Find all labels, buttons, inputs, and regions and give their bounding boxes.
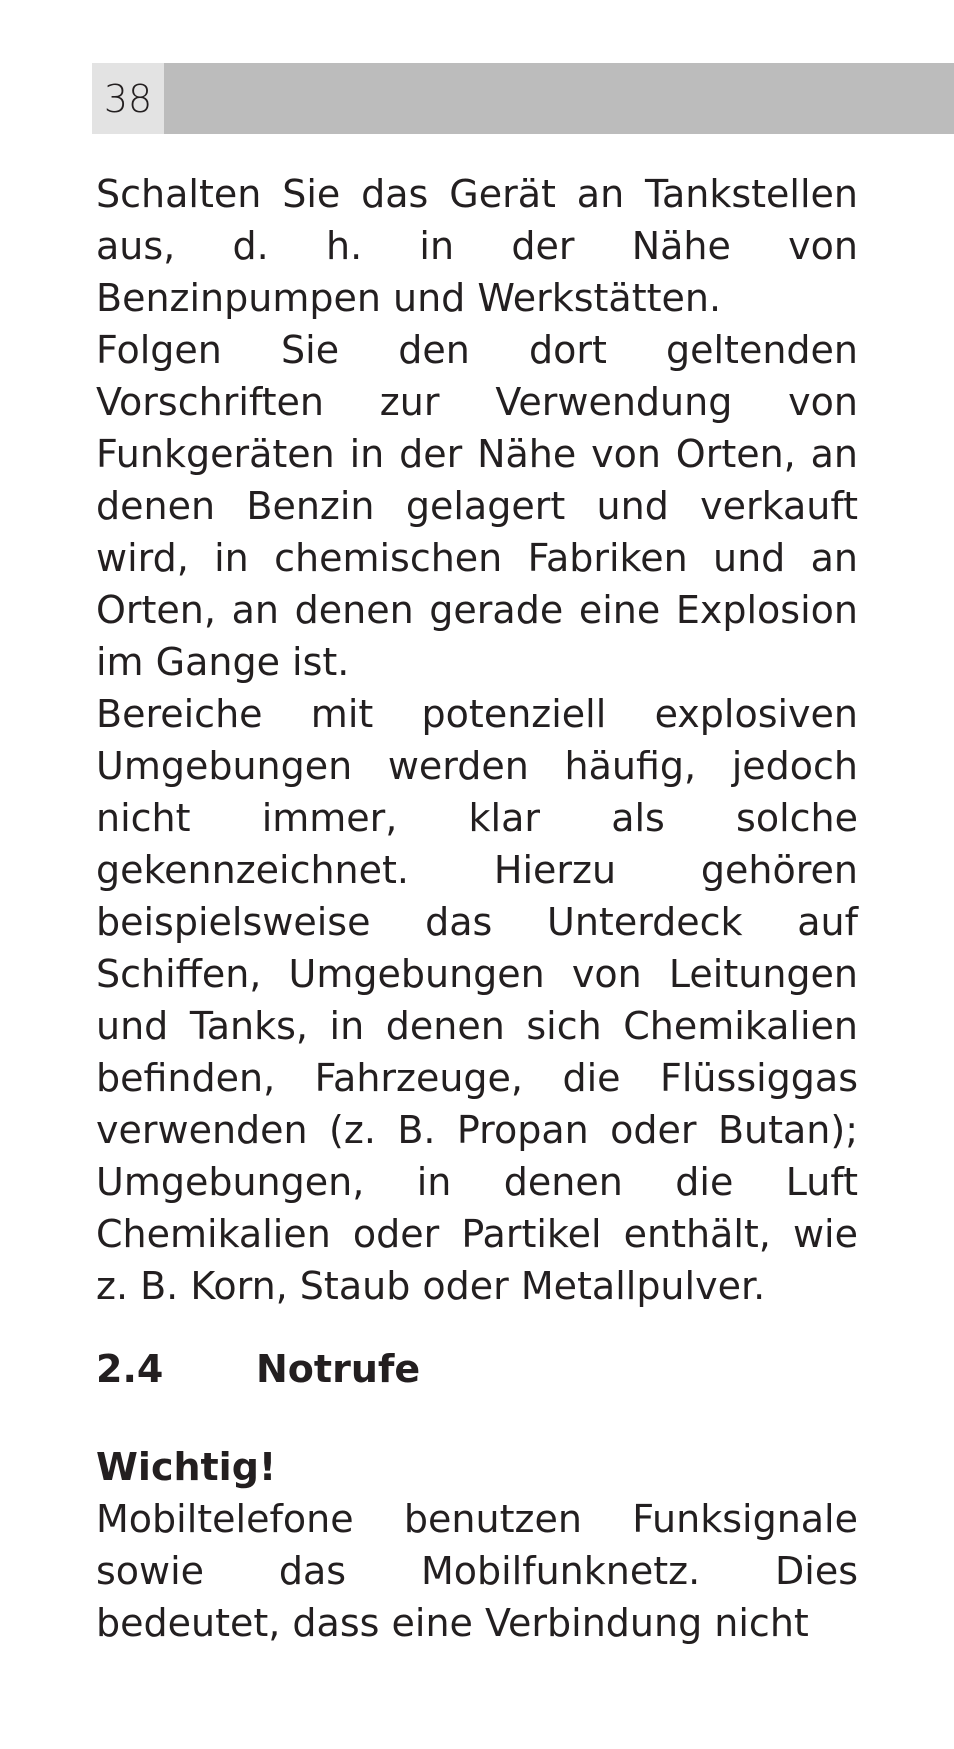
important-label: Wichtig! xyxy=(96,1445,277,1489)
section-number: 2.4 xyxy=(96,1347,164,1391)
header-bar xyxy=(92,63,954,134)
paragraph-petrol-stations: Schalten Sie das Gerät an Tankstellen aus, d. h. in der Nähe von Benzinpumpen und Werkstätten. xyxy=(96,172,858,320)
paragraph-important: Mobiltelefone benutzen Funksignale sowie das Mobilfunknetz. Dies bedeutet, dass eine Verbindung nicht xyxy=(96,1497,858,1645)
section-title: Notrufe xyxy=(256,1347,421,1391)
paragraph-regulations: Folgen Sie den dort geltenden Vorschriften zur Verwendung von Funkgeräten in der Nähe von Orten, an denen Benzin gelagert und verkauft wird, in chemischen Fabriken und an Orten, an denen gerade eine Explosion im Gange ist. xyxy=(96,328,858,684)
page-number: 38 xyxy=(92,63,164,134)
paragraph-explosive-areas: Bereiche mit potenziell explosiven Umgebungen werden häufig, jedoch nicht immer, klar als solche gekennzeichnet. Hierzu gehören beispielsweise das Unterdeck auf Schiffen, Umgebungen von Leitungen und Tanks, in denen sich Chemikalien befinden, Fahrzeuge, die Flüssiggas verwenden (z. B. Propan oder Butan); Umgebungen, in denen die Luft Chemikalien oder Partikel enthält, wie z. B. Korn, Staub oder Metallpulver. xyxy=(96,692,858,1308)
section-heading xyxy=(96,1343,858,1395)
page-content xyxy=(96,168,858,1649)
